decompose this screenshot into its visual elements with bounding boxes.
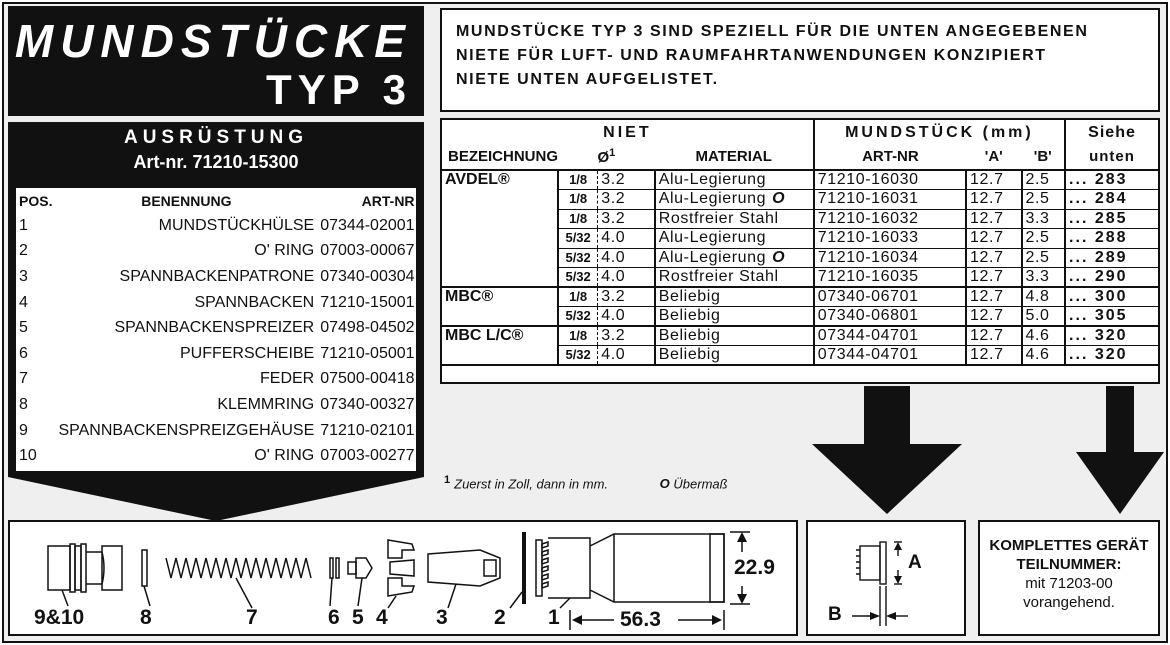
part-pos: 3 [19,267,28,285]
exploded-view-panel [8,520,798,636]
complete-line-2: TEILNUMMER: [1016,556,1122,573]
parts-header-row [16,188,418,213]
col-a: 'A' [966,144,1021,170]
equipment-panel [8,122,424,477]
part-pos: 4 [19,293,28,311]
part-art: 07498-04502 [320,319,415,337]
rivet-see-page: ... 283 [1065,170,1158,190]
rivet-dia-mm: 3.2 [598,190,655,210]
rivet-dia-inch: 1/8 [558,190,598,210]
rivet-material: Rostfreier Stahl [655,209,814,229]
intro-line-1: MUNDSTÜCKE TYP 3 SIND SPEZIELL FÜR DIE UNTEN ANGEGEBENEN [456,23,1089,40]
part-pos: 8 [19,395,28,413]
part-pos: 2 [19,242,28,260]
rivet-art-nr: 71210-16035 [814,268,966,288]
col-pos: POS. [19,192,53,209]
rivet-dim-a: 12.7 [966,307,1021,327]
detail-label-b: B [828,604,842,625]
col-art-nr: ART-NR [814,144,966,170]
rivet-dia-mm: 3.2 [598,209,655,229]
rivet-dim-b: 2.5 [1022,170,1066,190]
rivet-see-page: ... 320 [1065,346,1158,366]
complete-unit-panel [978,520,1160,636]
part-name: SPANNBACKENSPREIZER [114,319,315,337]
exploded-view-drawing [10,522,796,634]
rivet-dia-mm: 4.0 [598,248,655,268]
rivet-see-page: ... 320 [1065,326,1158,346]
part-pos: 5 [19,319,28,337]
label-3: 3 [436,606,448,629]
rivet-material: Rostfreier Stahl [655,268,814,288]
rivet-dim-a: 12.7 [966,326,1021,346]
rivet-group-header [442,120,1158,144]
rivet-see-page: ... 290 [1065,268,1158,288]
part-art: 71210-02101 [320,421,415,439]
rivet-dia-mm: 3.2 [598,326,655,346]
part-name: PUFFERSCHEIBE [179,344,315,362]
part-art: 07340-00327 [320,395,415,413]
footnote-text: Zuerst in Zoll, dann in mm. [454,476,609,492]
complete-line-1: KOMPLETTES GERÄT [989,537,1149,554]
rivet-dim-b: 4.8 [1022,287,1066,307]
rivet-row [442,170,1158,190]
part-pos: 1 [19,216,28,234]
rivet-dim-a: 12.7 [966,248,1021,268]
rivet-dim-b: 3.3 [1022,268,1066,288]
oversize-text: Übermaß [673,476,728,492]
parts-row [16,418,418,444]
rivet-dim-b: 4.6 [1022,326,1066,346]
rivet-dia-mm: 4.0 [598,307,655,327]
arrow-to-detail [812,386,962,514]
rivet-material: Beliebig [655,287,814,307]
rivet-material: Beliebig [655,307,814,327]
parts-row [16,443,418,469]
col-material: MATERIAL [655,144,814,170]
part-art: 71210-15001 [320,293,415,311]
col-diameter: $Ø^1$ [558,144,655,170]
rivet-art-nr: 07344-04701 [814,326,966,346]
part-name: O' RING [254,242,315,260]
group-niet: NIET [603,124,652,141]
group-mundstueck: MUNDSTÜCK (mm) [814,120,1065,144]
part-name: SPANNBACKENSPREIZGEHÄUSE [58,421,315,439]
rivet-material: Beliebig [655,346,814,366]
parts-row [16,315,418,341]
label-8: 8 [140,606,152,629]
label-4: 4 [376,606,388,629]
label-9-10: 9&10 [34,606,85,629]
rivet-dim-b: 4.6 [1022,346,1066,366]
rivet-dim-a: 12.7 [966,268,1021,288]
part-name: FEDER [260,370,315,388]
rivet-dim-a: 12.7 [966,229,1021,249]
rivet-dim-b: 3.3 [1022,209,1066,229]
parts-row [16,213,418,239]
rivet-dim-b: 2.5 [1022,229,1066,249]
title-main: MUNDSTÜCKE [14,15,412,67]
rivet-dia-mm: 4.0 [598,346,655,366]
parts-row [16,367,418,393]
col-siehe-unten: unten [1065,144,1158,170]
part-art: 07003-00067 [320,242,415,260]
footnote-marker: 1 [444,474,451,486]
rivet-art-nr: 07340-06701 [814,287,966,307]
rivet-material: Beliebig [655,326,814,346]
equipment-arrow [8,477,424,521]
part-pos: 6 [19,344,28,362]
parts-list [16,188,416,471]
parts-row [16,341,418,367]
rivet-dim-a: 12.7 [966,346,1021,366]
group-siehe: Siehe [1065,120,1158,144]
rivet-row [442,326,1158,346]
rivet-dia-inch: 5/32 [558,346,598,366]
parts-row [16,290,418,316]
label-2: 2 [494,606,506,629]
part-name: KLEMMRING [217,395,315,413]
col-b: 'B' [1022,144,1066,170]
col-art: ART-NR [361,192,415,209]
rivet-art-nr: 71210-16032 [814,209,966,229]
title-type: TYP 3 [266,66,412,113]
parts-row [16,392,418,418]
part-pos: 7 [19,370,28,388]
part-name: MUNDSTÜCKHÜLSE [158,216,315,234]
part-pos: 9 [19,421,28,439]
rivet-dia-inch: 1/8 [558,170,598,190]
label-5: 5 [352,606,364,629]
rivet-see-page: ... 288 [1065,229,1158,249]
rivet-brand: MBC L/C® [442,326,558,365]
rivet-material: Alu-Legierung O [655,248,814,268]
rivet-dia-inch: 1/8 [558,209,598,229]
equipment-header [8,126,424,174]
rivet-art-nr: 07344-04701 [814,346,966,366]
label-1: 1 [548,606,560,629]
oversize-marker: O [772,190,786,208]
rivet-dia-inch: 5/32 [558,268,598,288]
part-art: 07003-00277 [320,447,415,465]
label-7: 7 [246,606,258,629]
rivet-art-nr: 07340-06801 [814,307,966,327]
part-art: 07344-02001 [320,216,415,234]
dimension-diameter: 22.9 [734,556,775,579]
rivet-row [442,287,1158,307]
part-art: 07340-00304 [320,267,415,285]
part-art: 71210-05001 [320,344,415,362]
part-name: SPANNBACKENPATRONE [119,267,315,285]
nose-detail-panel [806,520,966,636]
rivet-brand: MBC® [442,287,558,326]
part-art: 07500-00418 [320,370,415,388]
rivet-see-page: ... 289 [1065,248,1158,268]
part-name: O' RING [254,447,315,465]
arrow-to-complete [1076,386,1164,514]
intro-line-2: NIETE FÜR LUFT- UND RAUMFAHRTANWENDUNGEN KONZIPIERT [456,47,1047,64]
rivet-see-page: ... 300 [1065,287,1158,307]
equipment-title: AUSRÜSTUNG [123,127,309,148]
rivet-sub-header [442,144,1158,170]
rivet-dim-a: 12.7 [966,287,1021,307]
rivet-dim-a: 12.7 [966,170,1021,190]
part-pos: 10 [19,447,37,465]
parts-row [16,239,418,265]
oversize-marker: O [659,476,670,492]
col-name: BENENNUNG [141,192,232,209]
rivet-table-box [440,118,1160,384]
rivet-art-nr: 71210-16033 [814,229,966,249]
footnote [444,474,728,491]
complete-line-4: vorangehend. [1023,594,1115,611]
rivet-art-nr: 71210-16031 [814,190,966,210]
rivet-material: Alu-Legierung [655,229,814,249]
parts-table [16,188,418,469]
rivet-dia-inch: 5/32 [558,307,598,327]
rivet-dia-inch: 1/8 [558,287,598,307]
rivet-dia-mm: 3.2 [598,170,655,190]
oversize-marker: O [772,248,786,266]
rivet-dim-b: 2.5 [1022,248,1066,268]
equipment-art-nr: Art-nr. 71210-15300 [133,152,299,172]
rivet-see-page: ... 284 [1065,190,1158,210]
rivet-dim-b: 2.5 [1022,190,1066,210]
rivet-art-nr: 71210-16030 [814,170,966,190]
rivet-see-page: ... 305 [1065,307,1158,327]
complete-line-3: mit 71203-00 [1025,575,1113,592]
col-bezeichnung: BEZEICHNUNG [442,144,558,170]
rivet-material: Alu-Legierung [655,170,814,190]
rivet-dia-mm: 3.2 [598,287,655,307]
rivet-dim-a: 12.7 [966,209,1021,229]
rivet-art-nr: 71210-16034 [814,248,966,268]
rivet-dim-a: 12.7 [966,190,1021,210]
detail-label-a: A [908,552,922,573]
title-block [8,6,424,116]
part-name: SPANNBACKEN [194,293,315,311]
parts-row [16,264,418,290]
rivet-material: Alu-Legierung O [655,190,814,210]
rivet-dim-b: 5.0 [1022,307,1066,327]
rivet-see-page: ... 285 [1065,209,1158,229]
rivet-table [442,120,1158,366]
rivet-dia-inch: 5/32 [558,248,598,268]
intro-text-box [440,8,1160,112]
rivet-dia-mm: 4.0 [598,229,655,249]
label-6: 6 [328,606,340,629]
rivet-dia-mm: 4.0 [598,268,655,288]
dimension-length: 56.3 [620,608,661,631]
rivet-dia-inch: 5/32 [558,229,598,249]
intro-line-3: NIETE UNTEN AUFGELISTET. [456,71,719,88]
rivet-dia-inch: 1/8 [558,326,598,346]
rivet-brand: AVDEL® [442,170,558,287]
